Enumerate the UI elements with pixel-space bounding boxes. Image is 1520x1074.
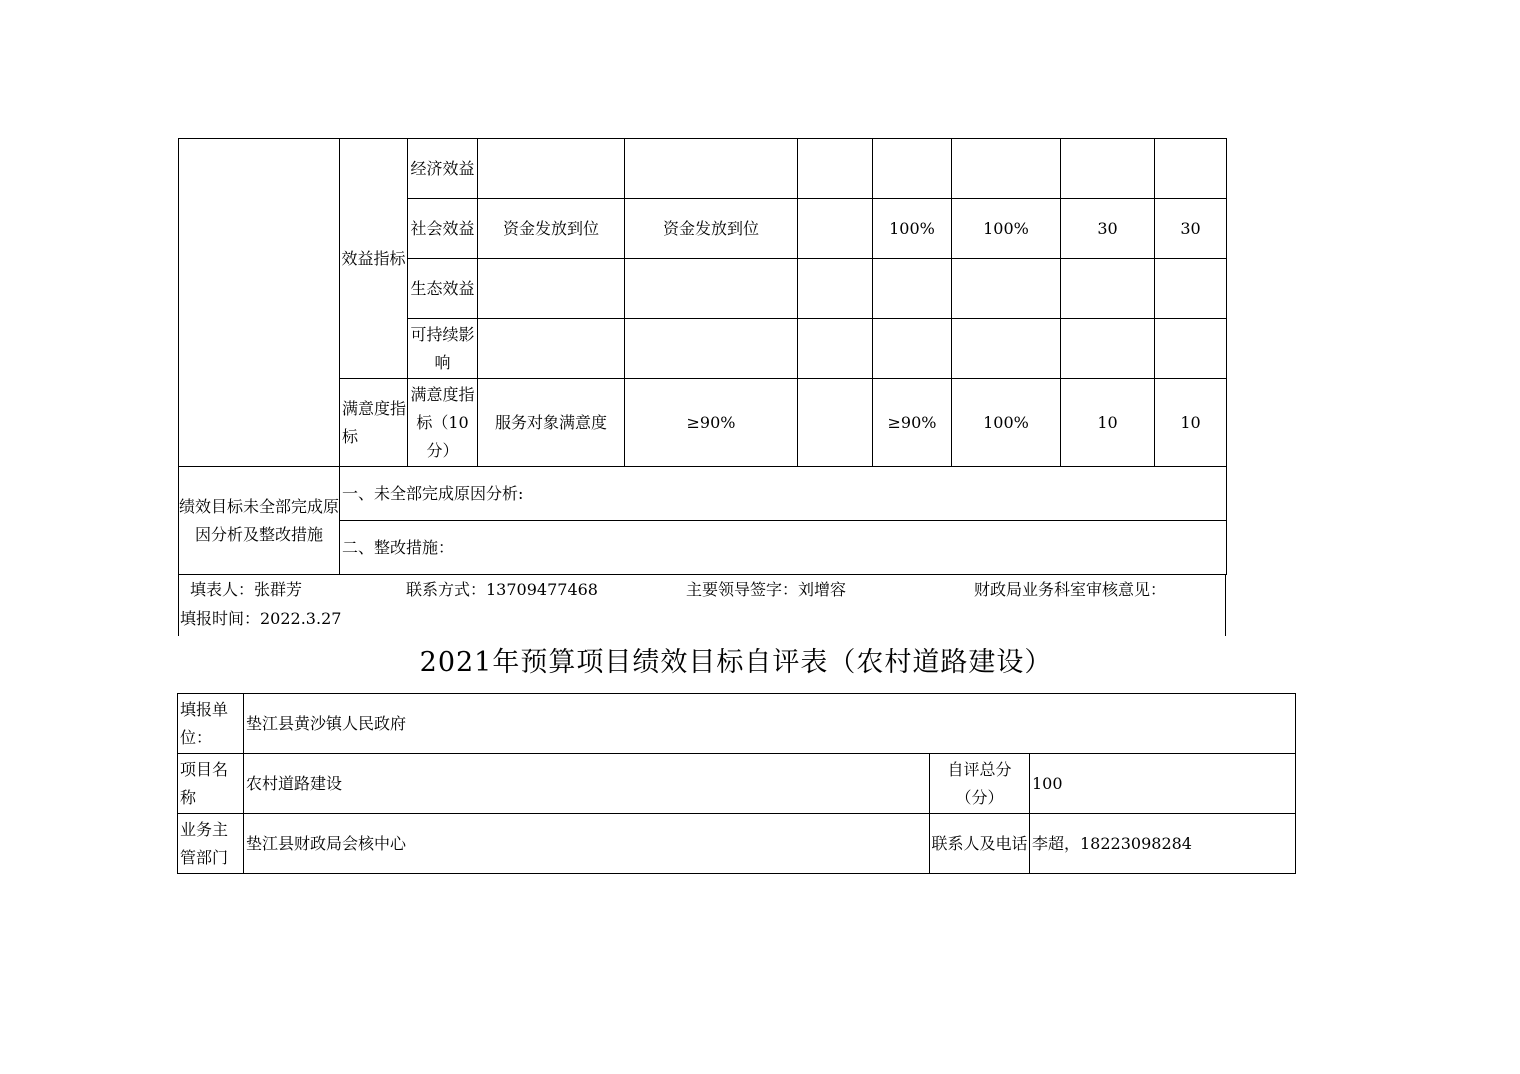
remark-reason: 一、未全部完成原因分析: [340, 467, 1227, 521]
score-value: 30 [1155, 199, 1227, 259]
target-value [625, 259, 798, 319]
filler-name: 填表人：张群芳 [190, 580, 303, 599]
satisfaction-indicator-category: 满意度指标 [340, 379, 408, 467]
actual-value [873, 319, 952, 379]
blank-value [798, 259, 873, 319]
dept-label: 业务主管部门 [178, 814, 244, 874]
unit-value: 垫江县黄沙镇人民政府 [244, 694, 1296, 754]
project-label: 项目名称 [178, 754, 244, 814]
sub-indicator-social: 社会效益 [408, 199, 478, 259]
target-value: 资金发放到位 [625, 199, 798, 259]
contact-label: 联系人及电话 [930, 814, 1030, 874]
blank-left-cell [179, 139, 340, 467]
completion-value [952, 319, 1061, 379]
indicator-name: 资金发放到位 [478, 199, 625, 259]
fill-date: 填报时间：2022.3.27 [180, 609, 342, 628]
actual-value: ≥90% [873, 379, 952, 467]
indicator-name [478, 259, 625, 319]
blank-value [798, 379, 873, 467]
score-value [1155, 259, 1227, 319]
remark-measures: 二、整改措施： [340, 521, 1227, 575]
score-value: 100 [1030, 754, 1296, 814]
completion-value: 100% [952, 379, 1061, 467]
completion-value [952, 259, 1061, 319]
indicator-name [478, 139, 625, 199]
weight-value: 10 [1061, 379, 1155, 467]
performance-indicator-table [178, 138, 1227, 575]
contact-info: 联系方式：13709477468 [406, 580, 598, 599]
blank-value [798, 199, 873, 259]
score-value [1155, 139, 1227, 199]
target-value [625, 139, 798, 199]
sub-indicator-sustainable: 可持续影响 [408, 319, 478, 379]
finance-review: 财政局业务科室审核意见： [974, 580, 1167, 599]
weight-value [1061, 139, 1155, 199]
unit-label: 填报单位： [178, 694, 244, 754]
page-title: 2021年预算项目绩效目标自评表（农村道路建设） [419, 647, 1053, 678]
indicator-name [478, 319, 625, 379]
dept-value: 垫江县财政局会核中心 [244, 814, 930, 874]
indicator-name: 服务对象满意度 [478, 379, 625, 467]
sub-indicator-satisfaction: 满意度指标（10分） [408, 379, 478, 467]
contact-value: 李超，18223098284 [1030, 814, 1296, 874]
actual-value [873, 139, 952, 199]
target-value [625, 319, 798, 379]
leader-signature: 主要领导签字：刘增容 [686, 580, 847, 599]
signature-footer [178, 574, 1226, 636]
score-value [1155, 319, 1227, 379]
actual-value: 100% [873, 199, 952, 259]
benefit-indicator-category: 效益指标 [340, 139, 408, 379]
completion-value: 100% [952, 199, 1061, 259]
sub-indicator-ecological: 生态效益 [408, 259, 478, 319]
project-info-table [177, 693, 1296, 874]
weight-value: 30 [1061, 199, 1155, 259]
blank-value [798, 139, 873, 199]
target-value: ≥90% [625, 379, 798, 467]
completion-value [952, 139, 1061, 199]
weight-value [1061, 319, 1155, 379]
remark-label: 绩效目标未全部完成原因分析及整改措施 [179, 467, 340, 575]
score-label: 自评总分（分） [930, 754, 1030, 814]
score-value: 10 [1155, 379, 1227, 467]
weight-value [1061, 259, 1155, 319]
blank-value [798, 319, 873, 379]
project-value: 农村道路建设 [244, 754, 930, 814]
actual-value [873, 259, 952, 319]
sub-indicator-economic: 经济效益 [408, 139, 478, 199]
